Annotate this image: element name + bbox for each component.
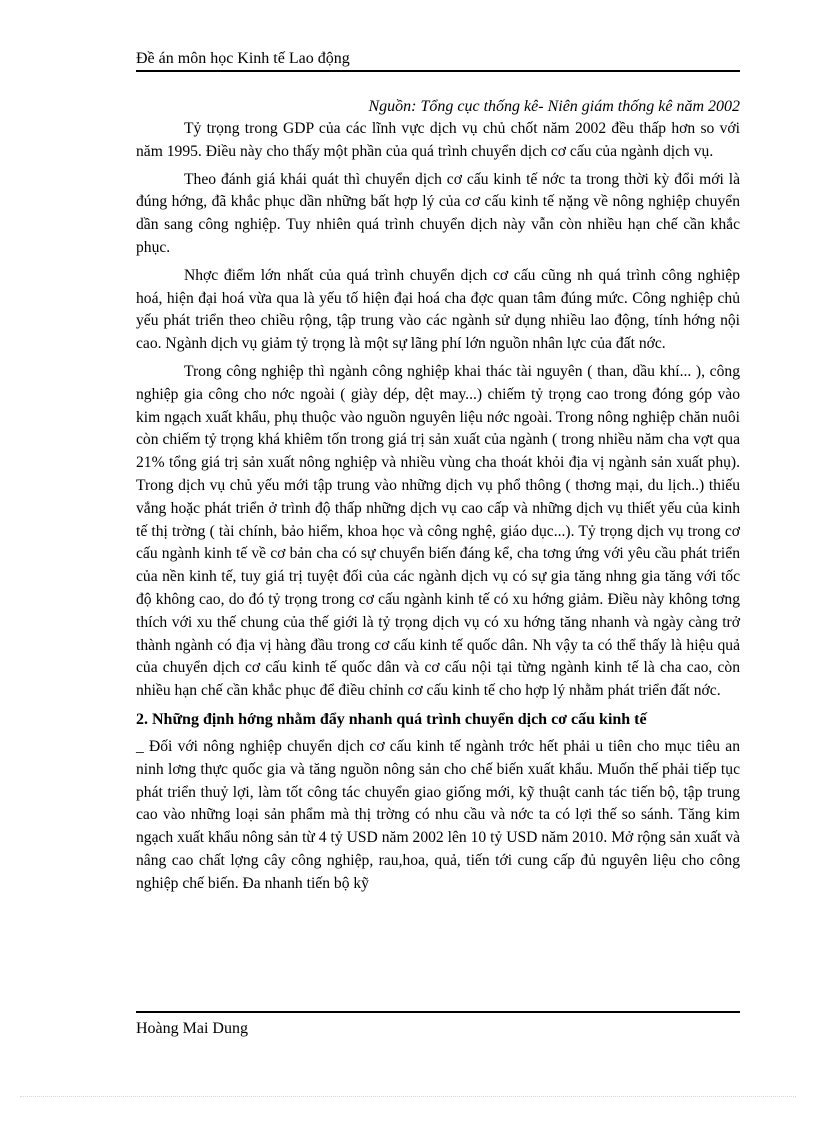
paragraph-1: Tỷ trọng trong GDP của các lĩnh vực dịch vụ chủ chốt năm 2002 đều thấp hơn so với năm 1995. Điều này cho thấy một phần của quá trình chuyển dịch cơ cấu của ngành dịch vụ. (136, 120, 740, 160)
paragraph-3: Nhợc điểm lớn nhất của quá trình chuyển dịch cơ cấu cũng nh quá trình công nghiệp hoá, hiện đại hoá vừa qua là yếu tố hiện đại hoá cha đợc quan tâm đúng mức. Công nghiệp chủ yếu phát triển theo chiều rộng, tập trung vào các ngành sử dụng nhiều lao động, tính hớng nội cao. Ngành dịch vụ giảm tỷ trọng là một sự lãng phí lớn nguồn nhân lực của đất nớc. (136, 266, 740, 353)
page-bottom-divider (20, 1096, 796, 1097)
section-heading: 2. Những định hớng nhằm đẩy nhanh quá trình chuyển dịch cơ cấu kinh tế (136, 710, 647, 728)
page-header (136, 49, 740, 72)
section-paragraph: _ Đối với nông nghiệp chuyển dịch cơ cấu kinh tế ngành trớc hết phải u tiên cho mục tiêu an ninh lơng thực quốc gia và tăng nguồn nông sản cho chế biến xuất khẩu. Muốn thế phải tiếp tục phát triển thuỷ lợi, làm tốt công tác chuyển giao giống mới, kỹ thuật canh tác tiến bộ, tập trung cao vào những loại sản phẩm mà thị trờng có nhu cầu và nớc ta có lợi thế so sánh. Tăng kim ngạch xuất khẩu nông sản từ 4 tỷ USD năm 2002 lên 10 tỷ USD năm 2010. Mở rộng sản xuất và nâng cao chất lợng cây công nghiệp, rau,hoa, quả, tiến tới cung cấp đủ nguyên liệu cho công nghiệp chế biến. Đa nhanh tiến bộ kỹ (136, 737, 740, 892)
footer-author: Hoàng Mai Dung (136, 1020, 248, 1037)
source-note: Nguồn: Tổng cục thống kê- Niên giám thống kê năm 2002 (368, 98, 740, 115)
page-footer (136, 1011, 740, 1039)
paragraph-2: Theo đánh giá khái quát thì chuyển dịch cơ cấu kinh tế nớc ta trong thời kỳ đổi mới là đúng hớng, đã khắc phục dần những bất hợp lý của cơ cấu kinh tế nặng về nông nghiệp chuyển dần sang công nghiệp. Tuy nhiên quá trình chuyển dịch này vẫn còn nhiều hạn chế cần khắc phục. (136, 170, 740, 256)
header-title: Đề án môn học Kinh tế Lao động (136, 50, 350, 67)
page-content (136, 96, 740, 901)
paragraph-4: Trong công nghiệp thì ngành công nghiệp khai thác tài nguyên ( than, dầu khí... ), công nghiệp gia công cho nớc ngoài ( giày dép, dệt may...) chiếm tỷ trọng cao trong đóng góp vào kim ngạch xuất khẩu, phụ thuộc vào nguồn nguyên liệu nớc ngoài. Trong nông nghiệp chăn nuôi còn chiếm tỷ trọng khá khiêm tốn trong giá trị sản xuất của ngành ( trong nhiều năm cha vợt qua 21% tổng giá trị sản xuất nông nghiệp và nhiều vùng cha thoát khỏi địa vị ngành sản xuất phụ). Trong dịch vụ chủ yếu mới tập trung vào những dịch vụ phổ thông ( thơng mại, du lịch..) thiếu vắng hoặc phát triển ở trình độ thấp những dịch vụ cao cấp và những dịch vụ thiết yếu của kinh tế thị trờng ( tài chính, bảo hiểm, khoa học và công nghệ, giáo dục...). Tỷ trọng dịch vụ trong cơ cấu ngành kinh tế về cơ bản cha có sự chuyển biến đáng kể, cha tơng ứng với yêu cầu phát triển của nền kinh tế, tuy giá trị tuyệt đối của các ngành dịch vụ có sự gia tăng nhng gia tăng với tốc độ không cao, do đó tỷ trọng trong cơ cấu ngành kinh tế có xu hớng giảm. Điều này không tơng thích với xu thế chung của thế giới là tỷ trọng dịch vụ có xu hớng tăng nhanh và ngày càng trở thành ngành có địa vị hàng đầu trong cơ cấu kinh tế quốc dân. Nh vậy ta có thể thấy là hiệu quả của chuyển dịch cơ cấu kinh tế quốc dân và cơ cấu nội tại từng ngành kinh tế là cha cao, còn nhiều hạn chế cần khắc phục để điều chỉnh cơ cấu kinh tế cho hợp lý nhằm phát triển đất nớc. (136, 362, 740, 700)
